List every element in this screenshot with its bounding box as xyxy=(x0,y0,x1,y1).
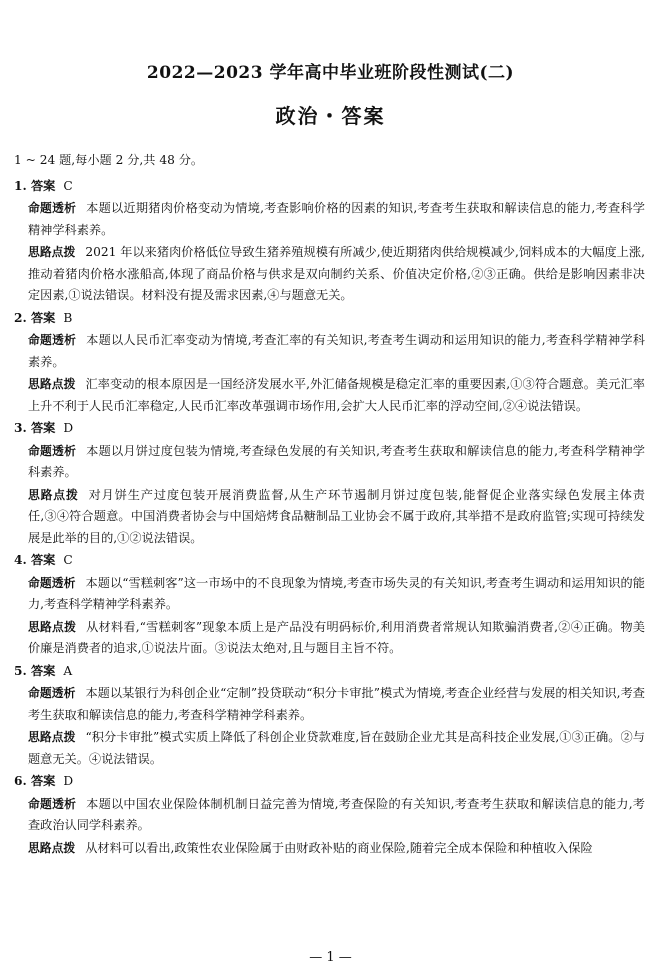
hint-block xyxy=(28,617,645,660)
analysis-label: 命题透析 xyxy=(28,686,76,700)
analysis-text: 本题以某银行为科创企业“定制”投贷联动“积分卡审批”模式为情境,考查企业经营与发展的相关知识,考查考生获取和解读信息的能力,考查科学精神学科素养。 xyxy=(28,686,645,722)
intro-text: 1 ~ 24 题,每小题 2 分,共 48 分。 xyxy=(14,153,204,167)
hint-label: 思路点拨 xyxy=(28,730,76,744)
analysis-block xyxy=(28,683,645,726)
analysis-label: 命题透析 xyxy=(28,443,77,458)
question-3 xyxy=(14,418,645,549)
analysis-block xyxy=(28,330,645,373)
analysis-label: 命题透析 xyxy=(28,796,77,811)
question-number: 3. 答案 xyxy=(14,421,56,435)
answer-letter: D xyxy=(63,774,74,788)
hint-text: 从材料可以看出,政策性农业保险属于由财政补贴的商业保险,随着完全成本保险和种植收入保险 xyxy=(85,840,593,855)
question-5 xyxy=(14,661,645,771)
question-2 xyxy=(14,308,645,418)
exam-title: 2022—2023 学年高中毕业班阶段性测试(二) xyxy=(146,63,515,83)
page-number: — 1 — xyxy=(309,950,352,965)
hint-block xyxy=(28,485,645,550)
question-6 xyxy=(14,771,645,859)
hint-text: 2021 年以来猪肉价格低位导致生猪养殖规模有所减少,使近期猪肉供给规模减少,饲料成本的大幅度上涨,推动着猪肉价格水涨船高,体现了商品价格与供求是双向制约关系、价值决定价格,②③正确。供给是影响因素非决定因素,①说法错误。材料没有提及需求因素,④与题意无关。 xyxy=(28,245,645,302)
answer-line xyxy=(14,550,645,572)
analysis-text: 本题以月饼过度包装为情境,考查绿色发展的有关知识,考查考生获取和解读信息的能力,考查科学精神学科素养。 xyxy=(28,443,645,479)
analysis-text: 本题以“雪糕刺客”这一市场中的不良现象为情境,考查市场失灵的有关知识,考查考生调动和运用知识的能力,考查科学精神学科素养。 xyxy=(28,575,645,611)
analysis-text: 本题以近期猪肉价格变动为情境,考查影响价格的因素的知识,考查考生获取和解读信息的能力,考查科学精神学科素养。 xyxy=(28,201,645,237)
answer-letter: C xyxy=(63,178,73,193)
answer-line xyxy=(14,418,645,440)
answer-letter: C xyxy=(63,553,73,567)
hint-block xyxy=(28,374,645,417)
hint-label: 思路点拨 xyxy=(28,487,79,502)
question-number: 6. 答案 xyxy=(14,774,56,788)
hint-text: 从材料看,“雪糕刺客”现象本质上是产品没有明码标价,利用消费者常规认知欺骗消费者,②④正确。物美价廉是消费者的追求,①说法片面。③说法太绝对,且与题目主旨不符。 xyxy=(28,619,645,655)
question-4 xyxy=(14,550,645,660)
analysis-block xyxy=(28,573,645,616)
hint-label: 思路点拨 xyxy=(28,245,76,259)
analysis-block xyxy=(28,441,645,484)
question-number: 4. 答案 xyxy=(14,553,56,567)
hint-label: 思路点拨 xyxy=(28,619,77,634)
answer-line xyxy=(14,661,645,683)
answer-letter: D xyxy=(63,421,74,435)
analysis-block xyxy=(28,794,645,837)
analysis-text: 本题以人民币汇率变动为情境,考查汇率的有关知识,考查考生调动和运用知识的能力,考查科学精神学科素养。 xyxy=(28,333,645,369)
hint-block xyxy=(28,838,645,860)
hint-block xyxy=(28,727,645,770)
question-number: 2. 答案 xyxy=(14,310,56,325)
hint-text: 对月饼生产过度包装开展消费监督,从生产环节遏制月饼过度包装,能督促企业落实绿色发展主体责任,③④符合题意。中国消费者协会与中国焙烤食品糖制品工业协会不属于政府,其举措不是政府监管;实现可持续发展是此举的目的,①②说法错误。 xyxy=(28,487,645,545)
answer-letter: B xyxy=(63,310,73,325)
question-number: 5. 答案 xyxy=(14,663,56,678)
page-title: 政治・答案 xyxy=(275,104,386,128)
answer-body xyxy=(14,150,645,860)
analysis-label: 命题透析 xyxy=(28,333,77,347)
question-number: 1. 答案 xyxy=(14,178,56,193)
hint-text: 汇率变动的根本原因是一国经济发展水平,外汇储备规模是稳定汇率的重要因素,①③符合题意。美元汇率上升不利于人民币汇率稳定,人民币汇率改革强调市场作用,会扩大人民币汇率的浮动空间,②④说法错误。 xyxy=(28,377,645,413)
hint-label: 思路点拨 xyxy=(28,377,76,391)
answer-line xyxy=(14,771,645,793)
hint-label: 思路点拨 xyxy=(28,840,76,855)
answer-line xyxy=(14,176,645,198)
analysis-block xyxy=(28,198,645,241)
answer-line xyxy=(14,308,645,330)
analysis-label: 命题透析 xyxy=(28,575,76,590)
question-1 xyxy=(14,176,645,307)
hint-text: “积分卡审批”模式实质上降低了科创企业贷款难度,旨在鼓励企业尤其是高科技企业发展,①③正确。②与题意无关。④说法错误。 xyxy=(28,730,645,766)
hint-block xyxy=(28,242,645,307)
analysis-text: 本题以中国农业保险体制机制日益完善为情境,考查保险的有关知识,考查考生获取和解读信息的能力,考查政治认同学科素养。 xyxy=(28,796,645,832)
answer-letter: A xyxy=(63,663,73,678)
analysis-label: 命题透析 xyxy=(28,201,77,215)
